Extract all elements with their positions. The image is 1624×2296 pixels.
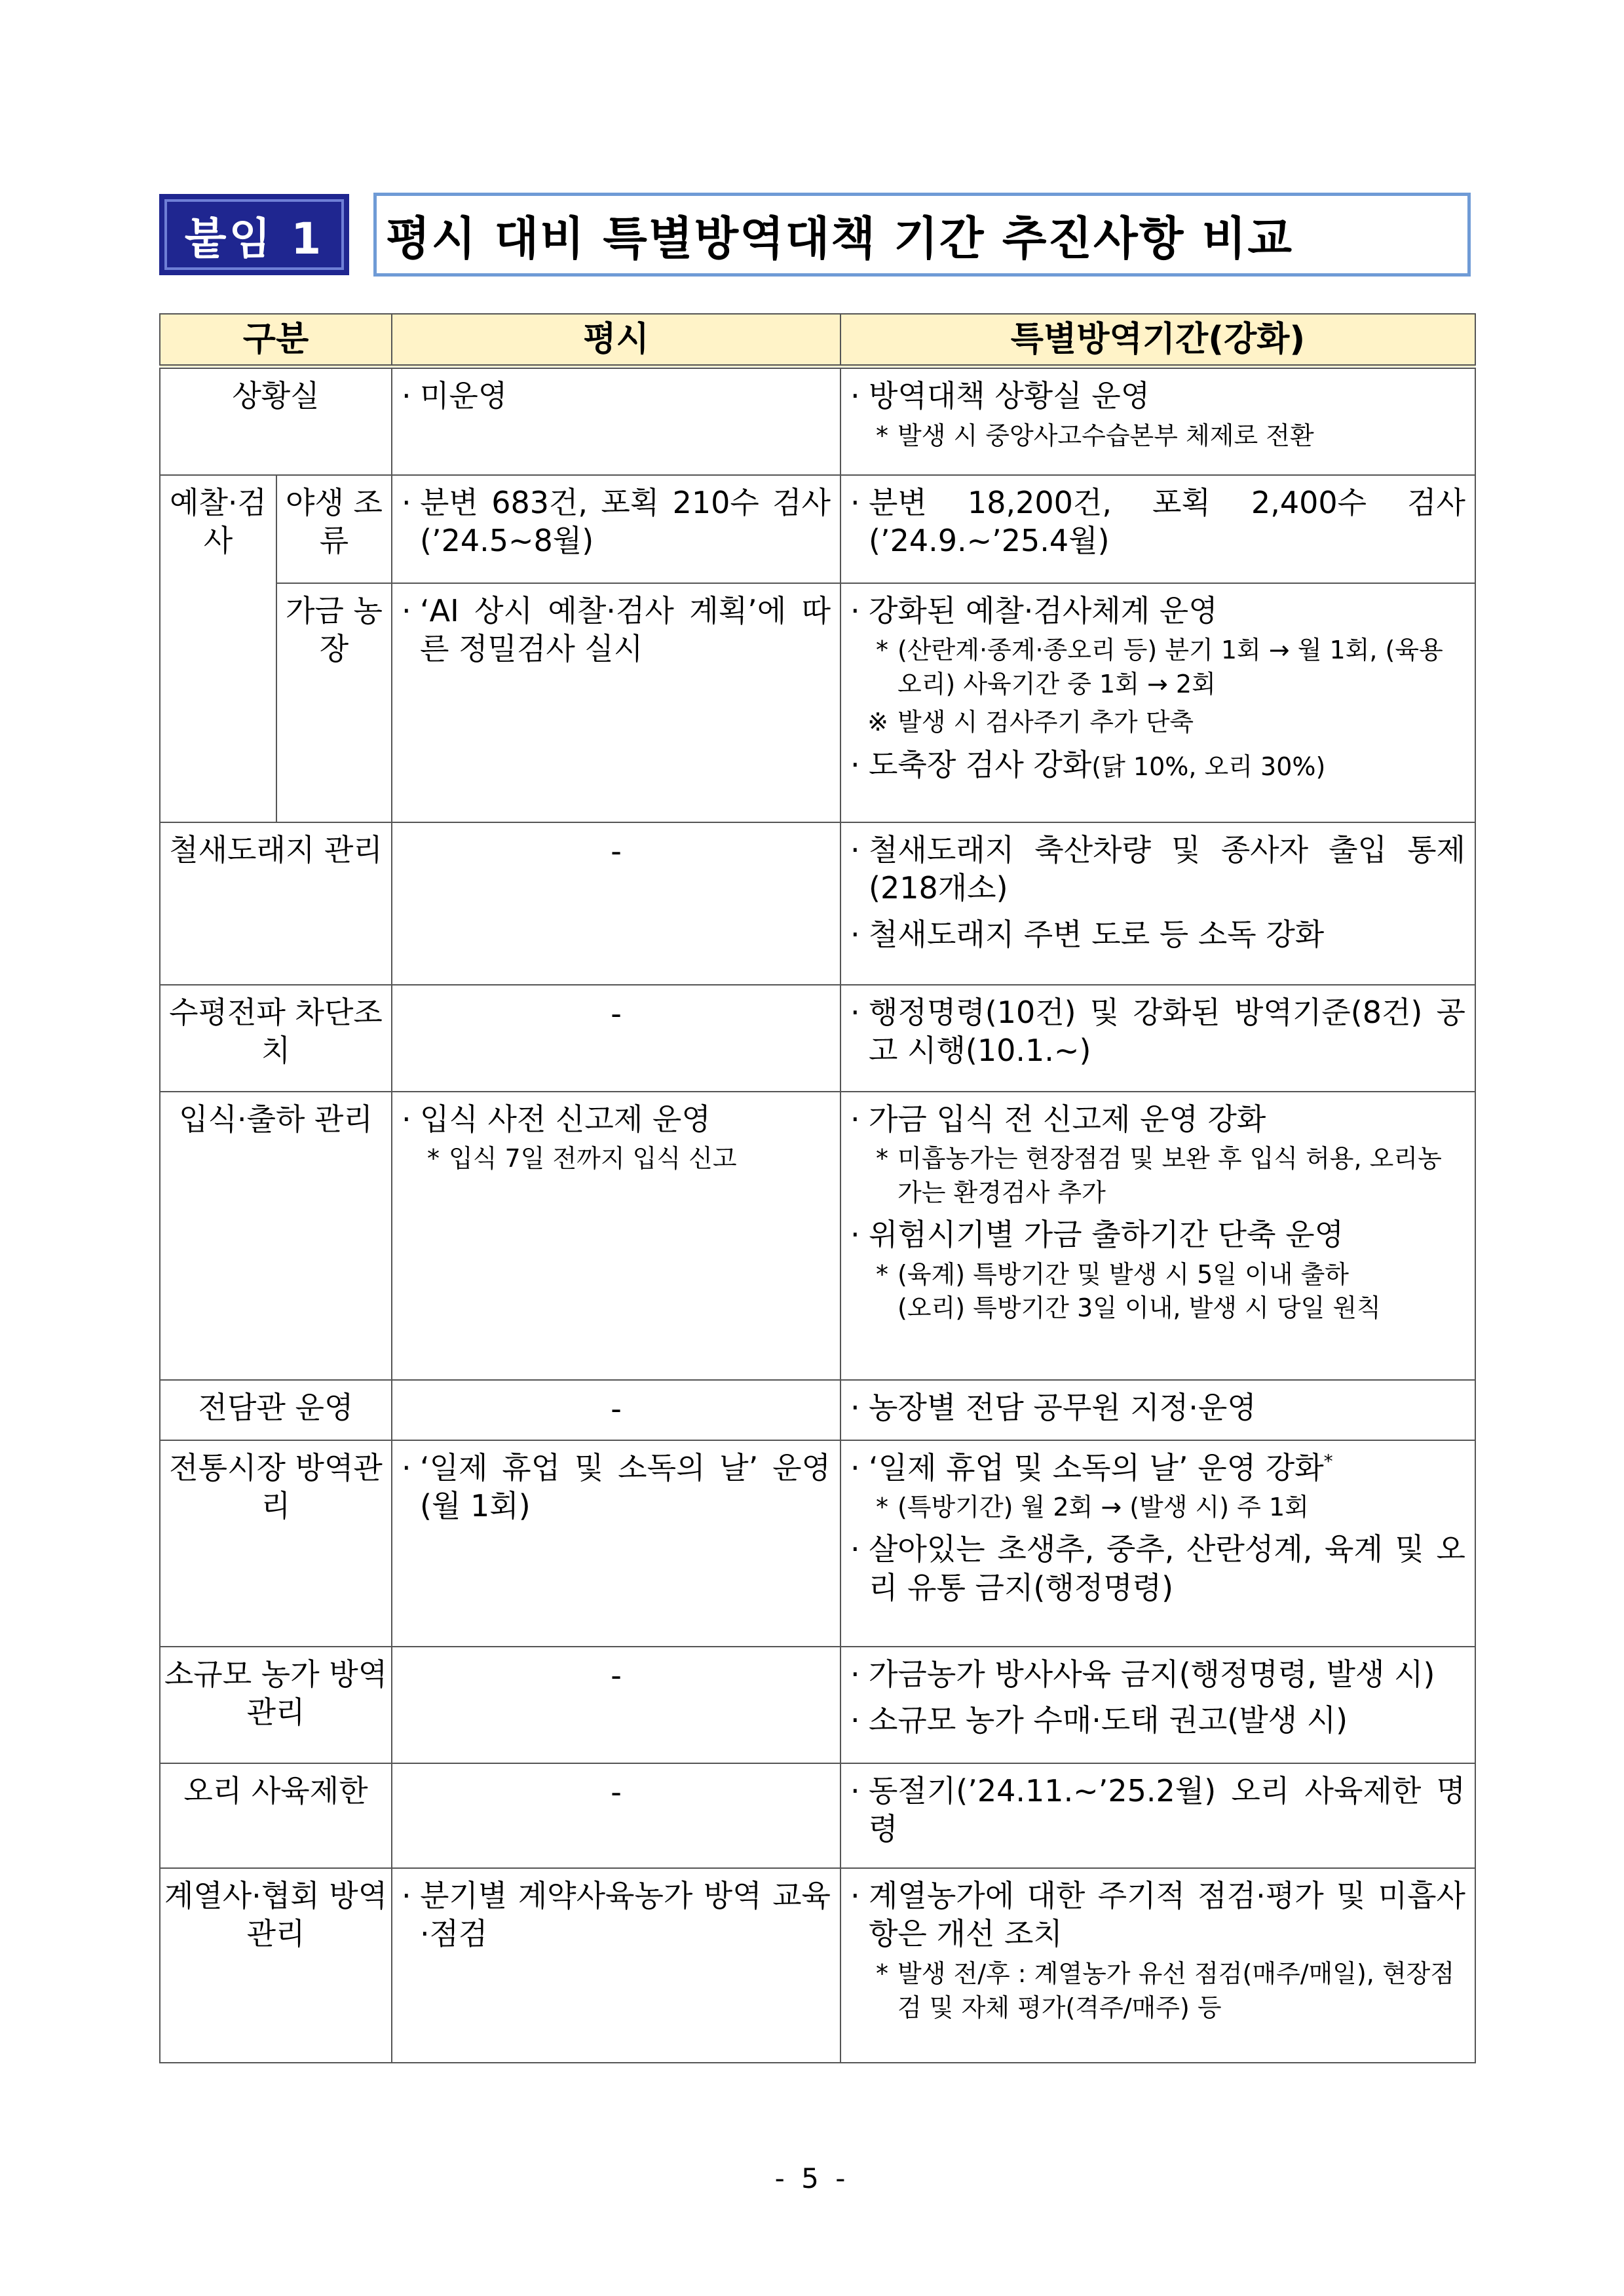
table-row [160, 822, 1475, 985]
attachment-badge: 붙임 1 [159, 194, 349, 275]
row-category: 오리 사육제한 [160, 1763, 392, 1868]
normal-cell: - [392, 1763, 840, 1868]
row-category: 예찰·검사 [160, 475, 276, 822]
special-cell: · 농장별 전담 공무원 지정·운영 [840, 1380, 1475, 1440]
special-cell: · 분변 18,200건, 포획 2,400수 검사 (’24.9.~’25.4월) [840, 475, 1475, 583]
normal-cell: · ‘일제 휴업 및 소독의 날’ 운영(월 1회) [392, 1440, 840, 1647]
row-category: 계열사·협회 방역관리 [160, 1868, 392, 2063]
header-normal: 평시 [392, 314, 840, 367]
normal-cell: - [392, 985, 840, 1092]
special-cell: · ‘일제 휴업 및 소독의 날’ 운영 강화* * (특방기간) 월 2회 → (발생 시) 주 1회 · 살아있는 초생추, 중추, 산란성계, 육계 및 오리 유통 금지(행정명령) [840, 1440, 1475, 1647]
row-subcategory: 야생 조류 [276, 475, 392, 583]
row-category: 수평전파 차단조치 [160, 985, 392, 1092]
table-row [160, 583, 1475, 822]
table-row [160, 1440, 1475, 1647]
normal-cell: · ‘AI 상시 예찰·검사 계획’에 따른 정밀검사 실시 [392, 583, 840, 822]
row-category: 철새도래지 관리 [160, 822, 392, 985]
special-cell: · 방역대책 상황실 운영 * 발생 시 중앙사고수습본부 체제로 전환 [840, 367, 1475, 475]
table-row [160, 475, 1475, 583]
special-cell: · 가금 입식 전 신고제 운영 강화 * 미흡농가는 현장점검 및 보완 후 입식 허용, 오리농가는 환경검사 추가 · 위험시기별 가금 출하기간 단축 운영 * (육계) 특방기간 및 발생 시 5일 이내 출하 (오리) 특방기간 3일 이내, 발생 시 당일 원칙 [840, 1092, 1475, 1380]
special-cell: · 가금농가 방사사육 금지(행정명령, 발생 시) · 소규모 농가 수매·도태 권고(발생 시) [840, 1647, 1475, 1763]
row-category: 상황실 [160, 367, 392, 475]
table-row [160, 985, 1475, 1092]
normal-cell: · 분기별 계약사육농가 방역 교육·점검 [392, 1868, 840, 2063]
normal-cell: · 미운영 [392, 367, 840, 475]
header-category: 구분 [160, 314, 392, 367]
table-row [160, 367, 1475, 475]
special-cell: · 동절기(’24.11.~’25.2월) 오리 사육제한 명령 [840, 1763, 1475, 1868]
special-cell: · 강화된 예찰·검사체계 운영 * (산란계·종계·종오리 등) 분기 1회 → 월 1회, (육용오리) 사육기간 중 1회 → 2회 ※ 발생 시 검사주기 추가 단축 · 도축장 검사 강화(닭 10%, 오리 30%) [840, 583, 1475, 822]
special-cell: · 계열농가에 대한 주기적 점검·평가 및 미흡사항은 개선 조치 * 발생 전/후 : 계열농가 유선 점검(매주/매일), 현장점검 및 자체 평가(격주/매주) 등 [840, 1868, 1475, 2063]
page-number: - 5 - [774, 2162, 850, 2194]
table-row [160, 1380, 1475, 1440]
special-cell: · 행정명령(10건) 및 강화된 방역기준(8건) 공고 시행(10.1.~) [840, 985, 1475, 1092]
table-header-row [160, 314, 1475, 367]
table-row [160, 1763, 1475, 1868]
header-special: 특별방역기간(강화) [840, 314, 1475, 367]
normal-cell: - [392, 1647, 840, 1763]
normal-cell: · 입식 사전 신고제 운영 * 입식 7일 전까지 입식 신고 [392, 1092, 840, 1380]
comparison-table [159, 313, 1476, 2063]
row-category: 입식·출하 관리 [160, 1092, 392, 1380]
table-row [160, 1647, 1475, 1763]
table-row [160, 1092, 1475, 1380]
normal-cell: - [392, 822, 840, 985]
page-title: 평시 대비 특별방역대책 기간 추진사항 비교 [373, 193, 1471, 277]
normal-cell: · 분변 683건, 포획 210수 검사 (’24.5~8월) [392, 475, 840, 583]
table-row [160, 1868, 1475, 2063]
row-subcategory: 가금 농장 [276, 583, 392, 822]
row-category: 전통시장 방역관리 [160, 1440, 392, 1647]
special-cell: · 철새도래지 축산차량 및 종사자 출입 통제 (218개소) · 철새도래지 주변 도로 등 소독 강화 [840, 822, 1475, 985]
row-category: 전담관 운영 [160, 1380, 392, 1440]
normal-cell: - [392, 1380, 840, 1440]
row-category: 소규모 농가 방역관리 [160, 1647, 392, 1763]
